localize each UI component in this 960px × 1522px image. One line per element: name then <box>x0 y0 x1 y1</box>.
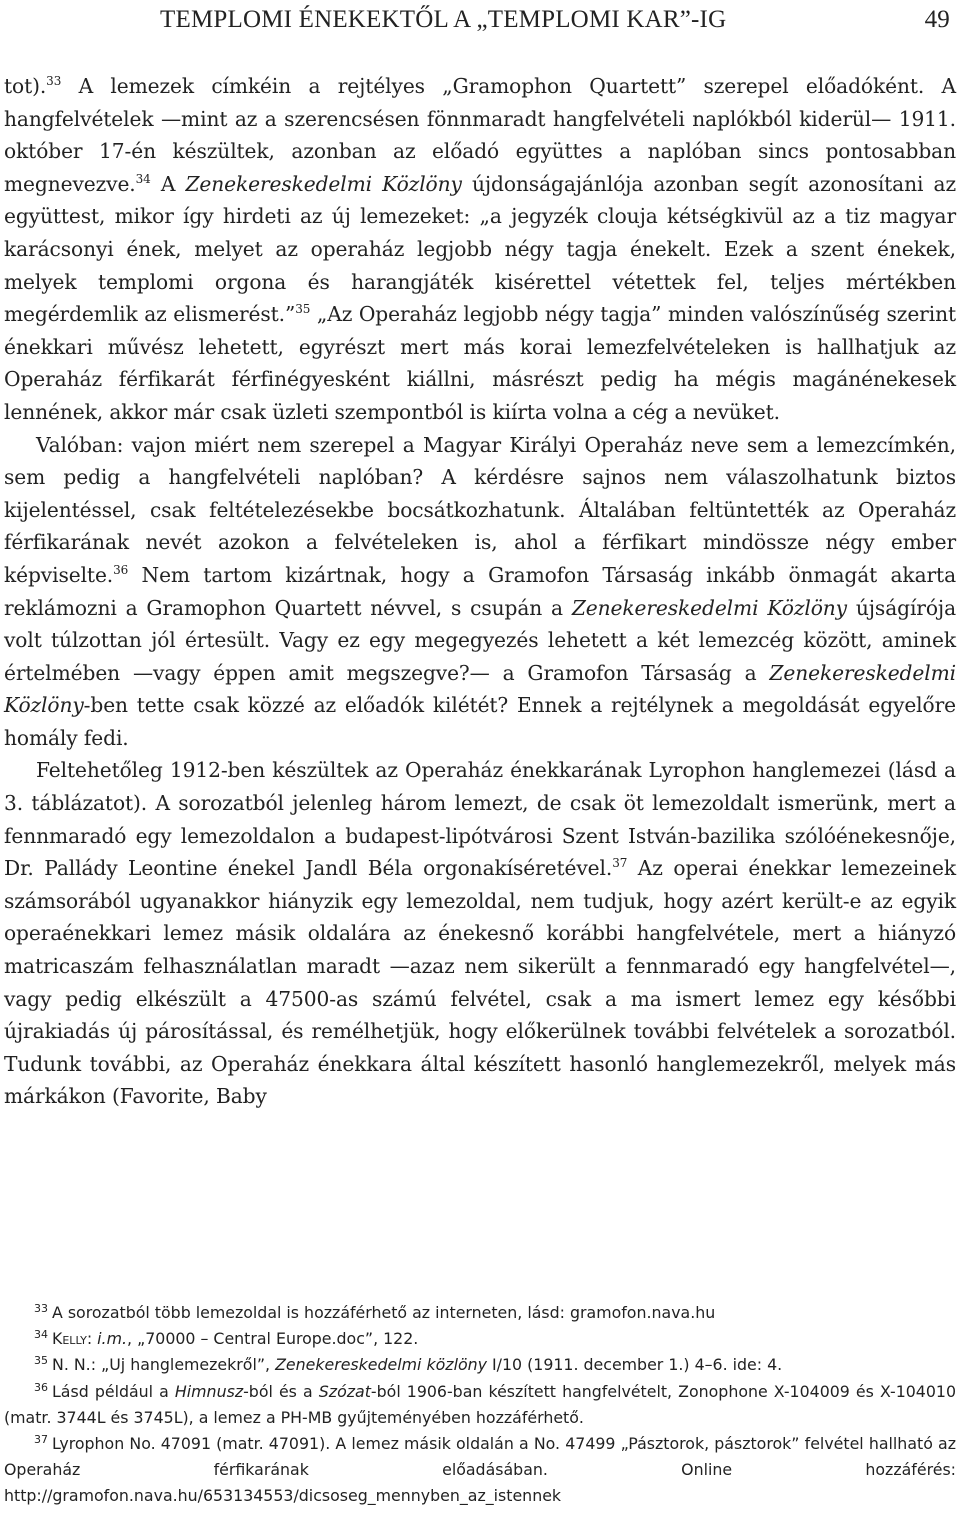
text-run: A lemezek címkéin a rejtélyes „Gramophon Quartett” szerepel előadóként. A hangfelvételek —mint az a szerencsésen fönnmaradt hangfelvételi naplókból kiderül— 1911. október 17-én készültek, azonban az előadó együttes a naplóban sincs pontosabban megnevezve. <box>4 74 956 196</box>
chapter-title: TEMPLOMI ÉNEKEKTŐL A „TEMPLOMI KAR”-IG <box>160 6 727 33</box>
footnote-text: -ból 1906-ban készített hangfelvételt, Zonophone X-104009 és X-104010 (matr. 3744L és 3745L), a lemez a PH-MB gyűjteményében hozzáférhető. <box>4 1381 956 1427</box>
footnote-ref-35[interactable]: 35 <box>295 302 311 317</box>
footnote-text: Lyrophon No. 47091 (matr. 47091). A lemez másik oldalán a No. 47499 „Pásztorok, pásztorok” felvétel hallható az Operaház férfikarának előadásában. Online hozzáférés: http://gramofon.nava.hu/653134553/dicsoseg_mennyben_az_istennek <box>4 1434 956 1506</box>
footnote-number: 37 <box>34 1433 48 1447</box>
footnote-ref-36[interactable]: 36 <box>113 562 129 577</box>
footnote-number: 35 <box>34 1354 48 1368</box>
text-run: -ben tette csak közzé az előadók kilétét? Ennek a rejtélynek a megoldását egyelőre homály fedi. <box>4 693 956 750</box>
footnote-number: 36 <box>34 1380 48 1394</box>
text-run: A <box>150 171 186 196</box>
text-run: újságírója volt túlzottan jól értesült. Vagy ez egy megegyezés lehetett a két lemezcég között, aminek értelmében —vagy éppen amit megszegve?— a Gramofon Társaság a <box>4 595 957 685</box>
paragraph-3 <box>4 754 956 1113</box>
running-header <box>160 6 950 34</box>
footnote-text: -ból és a <box>243 1381 319 1401</box>
footnote-number: 34 <box>34 1328 48 1342</box>
footnote-text: A sorozatból több lemezoldal is hozzáférhető az interneten, lásd: gramofon.nava.hu <box>52 1303 716 1322</box>
text-run: Feltehetőleg 1912-ben készültek az Operaház énekkarának Lyrophon hanglemezei (lásd a 3. táblázatot). A sorozatból jelenleg három lemezt, de csak öt lemezoldalt ismerünk, mert a fennmaradó egy lemezoldalon a budapest-lipótvárosi Szent István-bazilika szólóénekesnője, Dr. Pallády Leontine énekel Jandl Béla orgonakíséretével. <box>4 758 956 881</box>
page-number: 49 <box>924 6 950 33</box>
italic-title: Zenekereskedelmi Közlöny <box>571 595 847 620</box>
footnote-text: Lásd például a <box>52 1381 175 1401</box>
author-name: Kelly <box>52 1329 87 1349</box>
footnote-italic: Zenekereskedelmi közlöny <box>275 1355 487 1375</box>
footnote-35 <box>4 1352 956 1378</box>
paragraph-2 <box>4 429 956 755</box>
footnote-text: N. N.: „Uj hanglemezekről”, <box>52 1355 276 1375</box>
text-run: Az operai énekkar lemezeinek számsorából ugyanakkor hiányzik egy lemezoldal, nem tudjuk, hogy azért került-e az egyik operaénekkari lemez másik oldalára az énekesnő korábbi hangfelvétele, mert a hiányzó matricaszám felhasználatlan maradt —azaz nem sikerült a fennmaradó egy hangfelvétel—, vagy pedig elkészült a 47500-as számú felvétel, csak a ma ismert lemez egy későbbi újrakiadás új párosítással, és remélhetjük, hogy előkerülnek további felvételek a sorozatból. Tudunk további, az Operaház énekkara által készített hasonló hanglemezekről, melyek más márkákon (Favorite, Baby <box>4 856 956 1109</box>
footnote-text: , „70000 – Central Europe.doc”, 122. <box>127 1329 419 1349</box>
text-run: Nem tartom kizártnak, hogy a Gramofon Társaság inkább önmagát akarta reklámozni a Gramophon Quartett névvel, s csupán a <box>4 562 956 620</box>
footnote-36 <box>4 1379 956 1431</box>
footnote-italic: Szózat <box>318 1381 371 1401</box>
footnote-33 <box>4 1300 956 1326</box>
italic-title: Zenekereskedelmi Közlöny <box>4 660 956 718</box>
footnote-34 <box>4 1326 956 1352</box>
footnote-37 <box>4 1431 956 1510</box>
italic-title: Zenekereskedelmi Közlöny <box>185 171 462 196</box>
text-run: „Az Operaház legjobb négy tagja” minden valószínűség szerint énekkari művész lehetett, egyrészt mert más korai lemezfelvételeken is hallhatjuk az Operaház férfikarát férfinégyesként kiállni, másrészt pedig ha mégis magánénekesek lennének, akkor már csak üzleti szempontból is kiírta volna a cég a nevüket. <box>4 302 956 424</box>
footnotes <box>4 1300 956 1510</box>
footnote-text: I/10 (1911. december 1.) 4–6. ide: 4. <box>486 1355 783 1375</box>
paragraph-1 <box>4 70 956 429</box>
footnote-ref-37[interactable]: 37 <box>612 856 628 871</box>
footnote-italic: i.m. <box>97 1329 127 1349</box>
footnote-ref-34[interactable]: 34 <box>135 171 151 186</box>
footnote-italic: Himnusz <box>174 1381 244 1401</box>
footnote-ref-33[interactable]: 33 <box>46 74 62 88</box>
text-run: Valóban: vajon miért nem szerepel a Magyar Királyi Operaház neve sem a lemezcímkén, sem pedig a hangfelvételi naplóban? A kérdésre sajnos nem válaszolhatunk biztos kijelentéssel, csak feltételezésekbe bocsátkozhatunk. Általában feltüntették az Operaház férfikarának nevét azokon a felvételeken is, ahol a férfikart mindössze négy ember képviselte. <box>4 432 956 587</box>
body-text <box>4 70 956 1113</box>
text-run: tot). <box>4 74 47 98</box>
text-run: újdonságajánlója azonban segít azonosítani az együttest, mikor így hirdeti az új lemezeket: „a jegyzék clouja kétségkivül az a tiz magyar karácsonyi ének, melyet az operaház legjobb négy tagja énekelt. Ezek a szent énekek, melyek templomi orgona és harangjáték kisérettel vétettek fel, teljes mértékben megérdemlik az elismerést.” <box>4 171 956 327</box>
footnote-text: : <box>86 1329 98 1349</box>
footnote-number: 33 <box>34 1302 48 1315</box>
